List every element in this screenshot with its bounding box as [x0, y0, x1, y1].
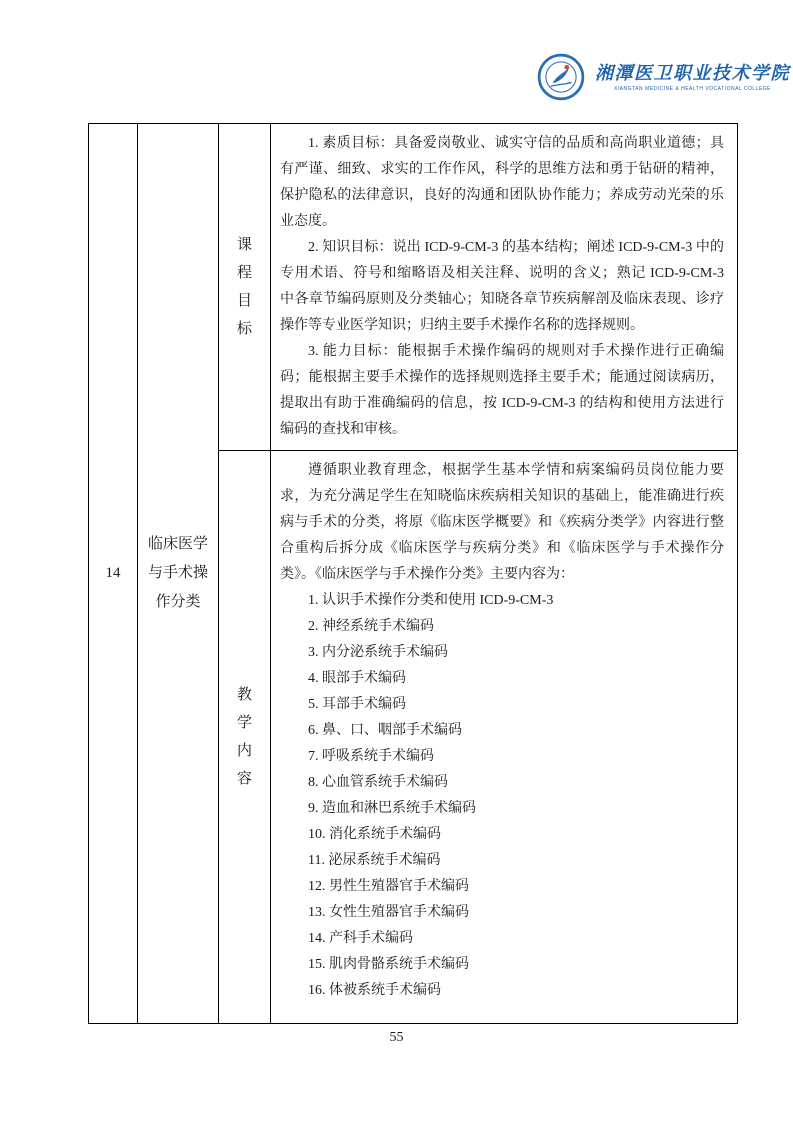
- teaching-content-item: 14. 产科手术编码: [308, 931, 413, 946]
- teaching-content-intro: 遵循职业教育理念，根据学生基本学情和病案编码员岗位能力要求，为充分满足学生在知晓临床疾病相关知识的基础上，能准确进行疾病与手术的分类，将原《临床医学概要》和《疾病分类学》内容进行整合重构后拆分成《临床医学与疾病分类》和《临床医学与手术操作分类》。《临床医学与手术操作分类》主要内容为：: [280, 463, 724, 582]
- footer: [0, 1030, 793, 1046]
- teaching-content-item: 11. 泌尿系统手术编码: [308, 853, 441, 868]
- college-emblem-icon: [536, 52, 586, 102]
- teaching-content-item: 8. 心血管系统手术编码: [308, 775, 448, 790]
- teaching-content-item: 10. 消化系统手术编码: [308, 827, 441, 842]
- teaching-content-item: 9. 造血和淋巴系统手术编码: [308, 801, 476, 816]
- teaching-content-cell: [271, 451, 738, 1024]
- college-name-english: XIANGTAN MEDICINE & HEALTH VOCATIONAL COLLEGE: [613, 86, 772, 92]
- college-name-chinese: 湘潭医卫职业技术学院: [595, 63, 790, 83]
- teaching-content-item: 3. 内分泌系统手术编码: [308, 645, 448, 660]
- page-number: 55: [389, 1030, 404, 1045]
- objective-paragraph-ability: 3. 能力目标：能根据手术操作编码的规则对手术操作进行正确编码；能根据主要手术操作的选择规则选择主要手术；能通过阅读病历，提取出有助于准确编码的信息，按 ICD-9-CM-3 的结构和使用方法进行编码的查找和审核。: [280, 344, 724, 437]
- objective-paragraph-quality: 1. 素质目标：具备爱岗敬业、诚实守信的品质和高尚职业道德；具有严谨、细致、求实的工作作风，科学的思维方法和勇于钻研的精神，保护隐私的法律意识，良好的沟通和团队协作能力；养成劳动光荣的乐业态度。: [280, 136, 724, 229]
- table-row-objectives: [89, 124, 738, 451]
- section-label-course-objectives: 课程目标: [219, 124, 271, 451]
- college-logo: [536, 52, 790, 102]
- teaching-content-item: 5. 耳部手术编码: [308, 697, 406, 712]
- teaching-content-item: 1. 认识手术操作分类和使用 ICD-9-CM-3: [308, 593, 554, 608]
- course-table: [88, 123, 738, 1024]
- section-label-teaching-content: 教学内容: [219, 451, 271, 1024]
- teaching-content-item: 12. 男性生殖器官手术编码: [308, 879, 469, 894]
- course-index-cell: 14: [89, 124, 138, 1024]
- teaching-content-item: 15. 肌肉骨骼系统手术编码: [308, 957, 469, 972]
- course-objectives-cell: [271, 124, 738, 451]
- objective-paragraph-knowledge: 2. 知识目标：说出 ICD-9-CM-3 的基本结构；阐述 ICD-9-CM-3 中的专用术语、符号和缩略语及相关注释、说明的含义；熟记 ICD-9-CM-3 中各章节编码原则及分类轴心；知晓各章节疾病解剖及临床表现、诊疗操作等专业医学知识；归纳主要手术操作名称的选择规则。: [280, 240, 724, 333]
- teaching-content-item: 16. 体被系统手术编码: [308, 983, 441, 998]
- course-name-cell: 临床医学与手术操作分类: [138, 124, 219, 1024]
- teaching-content-item: 4. 眼部手术编码: [308, 671, 406, 686]
- college-name-block: [595, 62, 790, 92]
- teaching-content-item: 6. 鼻、口、咽部手术编码: [308, 723, 462, 738]
- teaching-content-item: 7. 呼吸系统手术编码: [308, 749, 434, 764]
- teaching-content-item: 2. 神经系统手术编码: [308, 619, 434, 634]
- teaching-content-item: 13. 女性生殖器官手术编码: [308, 905, 469, 920]
